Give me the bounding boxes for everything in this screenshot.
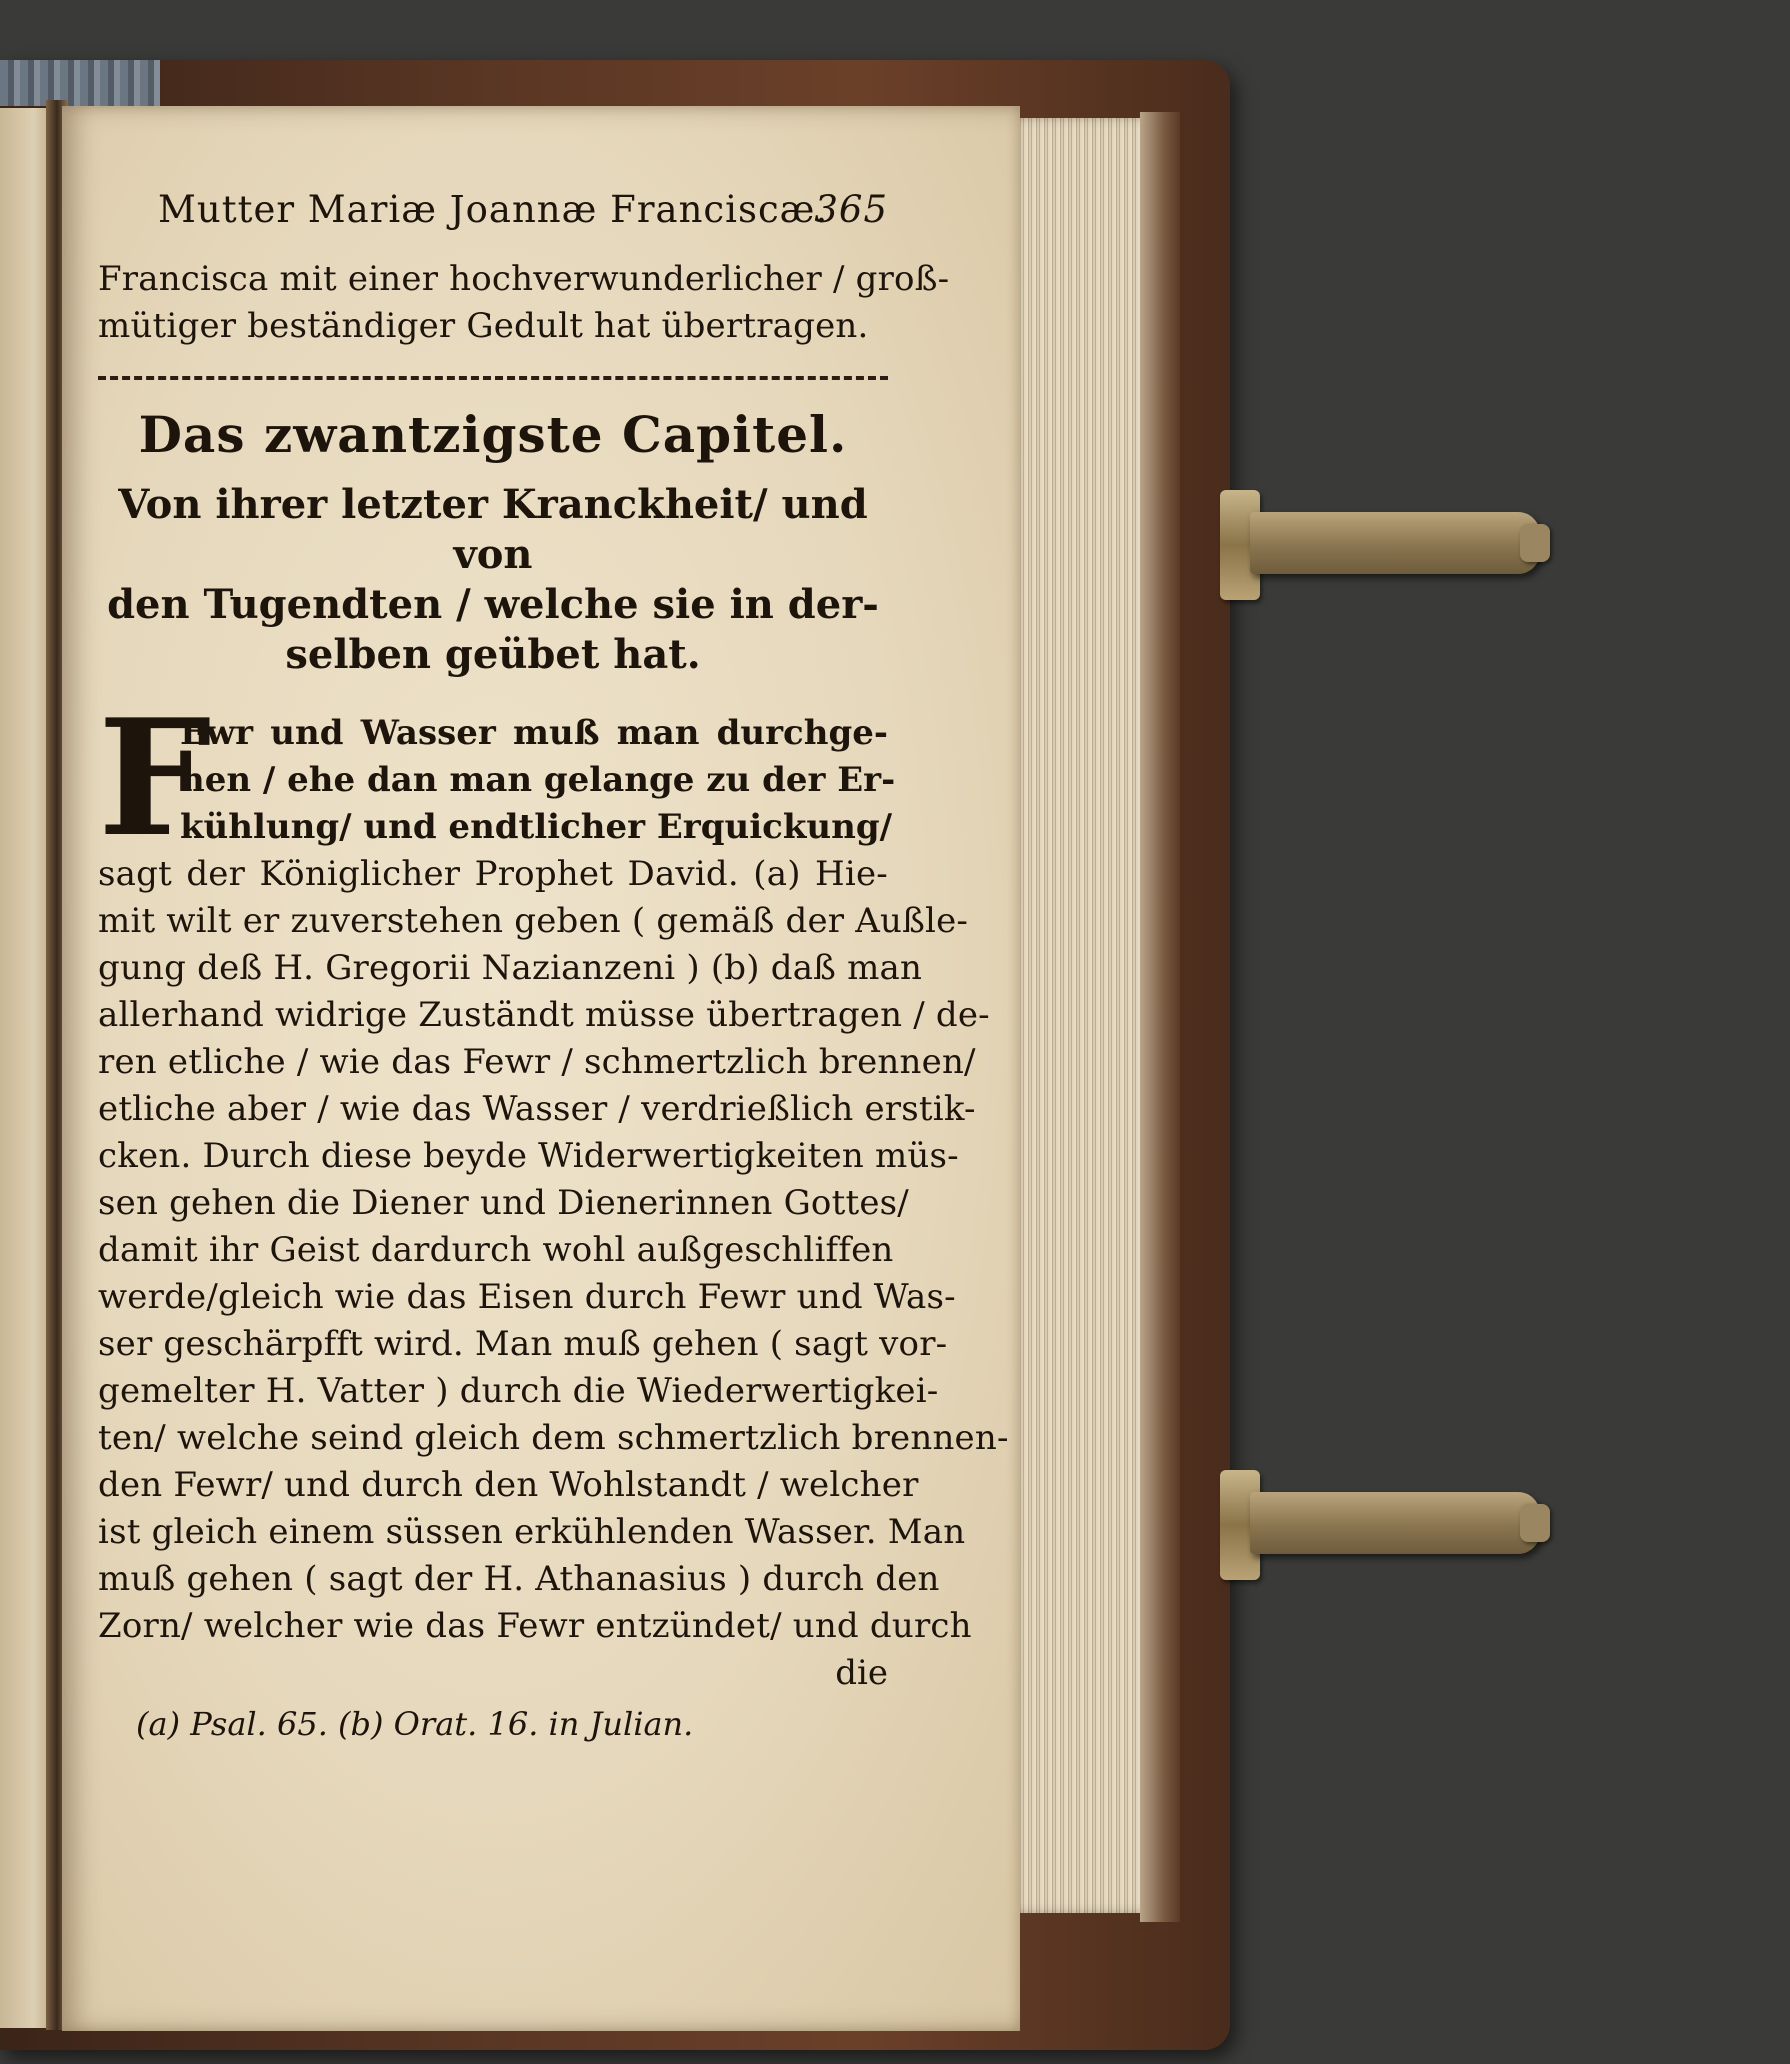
body-text	[98, 684, 1009, 1749]
clasp-bar	[1250, 1492, 1540, 1554]
text-line: mütiger beständiger Gedult hat übertragen.	[98, 306, 869, 346]
running-header	[98, 188, 888, 236]
text-line: muß gehen ( sagt der H. Athanasius ) durch den	[98, 1559, 940, 1599]
clasp-knob	[1520, 1504, 1550, 1542]
text-line: ist gleich einem süssen erkühlenden Wasser. Man	[98, 1512, 966, 1552]
text-line: allerhand widrige Zuständt müsse übertragen / de-	[98, 995, 990, 1035]
text-line: werde/gleich wie das Eisen durch Fewr und Was-	[98, 1277, 956, 1317]
text-line: gung deß H. Gregorii Nazianzeni ) (b) daß man	[98, 948, 923, 988]
headband	[0, 60, 160, 106]
text-line: cken. Durch diese beyde Widerwertigkeiten müs-	[98, 1136, 959, 1176]
intro-paragraph	[98, 256, 950, 350]
subtitle-line: Von ihrer letzter Kranckheit/ und von	[118, 481, 868, 578]
page-text	[98, 188, 1009, 1749]
clasp-knob	[1520, 524, 1550, 562]
text-line: damit ihr Geist dardurch wohl außgeschliffen	[98, 1230, 894, 1270]
running-title: Mutter Mariæ Joannæ Franciscæ.	[158, 188, 829, 231]
chapter-title: Das zwantzigste Capitel.	[138, 405, 848, 464]
footnotes: (a) Psal. 65. (b) Orat. 16. in Julian.	[136, 1705, 694, 1743]
cover-edge	[1140, 112, 1180, 1922]
text-line: kühlung/ und endtlicher Erquickung/	[180, 807, 893, 847]
text-line: sen gehen die Diener und Dienerinnen Gottes/	[98, 1183, 909, 1223]
chapter-subtitle	[98, 480, 888, 680]
text-line: etliche aber / wie das Wasser / verdrießlich erstik-	[98, 1089, 976, 1129]
text-line: sagt der Königlicher Prophet David. (a) Hie-	[98, 854, 888, 894]
catchword: die	[835, 1653, 888, 1693]
text-line: Francisca mit einer hochverwunderlicher / groß-	[98, 259, 950, 299]
clasp-bar	[1250, 512, 1540, 574]
drop-cap: F	[98, 684, 212, 872]
text-line: Ewr und Wasser muß man durchge-	[180, 713, 888, 753]
text-line: mit wilt er zuverstehen geben ( gemäß der Außle-	[98, 901, 969, 941]
page-number: 365	[814, 188, 888, 231]
text-line: ser geschärpfft wird. Man muß gehen ( sagt vor-	[98, 1324, 948, 1364]
text-line: ten/ welche seind gleich dem schmertzlich brennen-	[98, 1418, 1009, 1458]
subtitle-line: selben geübet hat.	[285, 631, 701, 678]
section-divider	[98, 376, 888, 380]
text-line: gemelter H. Vatter ) durch die Wiederwertigkei-	[98, 1371, 939, 1411]
text-line: hen / ehe dan man gelange zu der Er-	[180, 760, 896, 800]
text-line: den Fewr/ und durch den Wohlstandt / welcher	[98, 1465, 919, 1505]
text-line: ren etliche / wie das Fewr / schmertzlich brennen/	[98, 1042, 976, 1082]
text-line: Zorn/ welcher wie das Fewr entzündet/ und durch	[98, 1606, 972, 1646]
subtitle-line: den Tugendten / welche sie in der-	[107, 581, 879, 628]
page-edges	[1010, 118, 1160, 1913]
